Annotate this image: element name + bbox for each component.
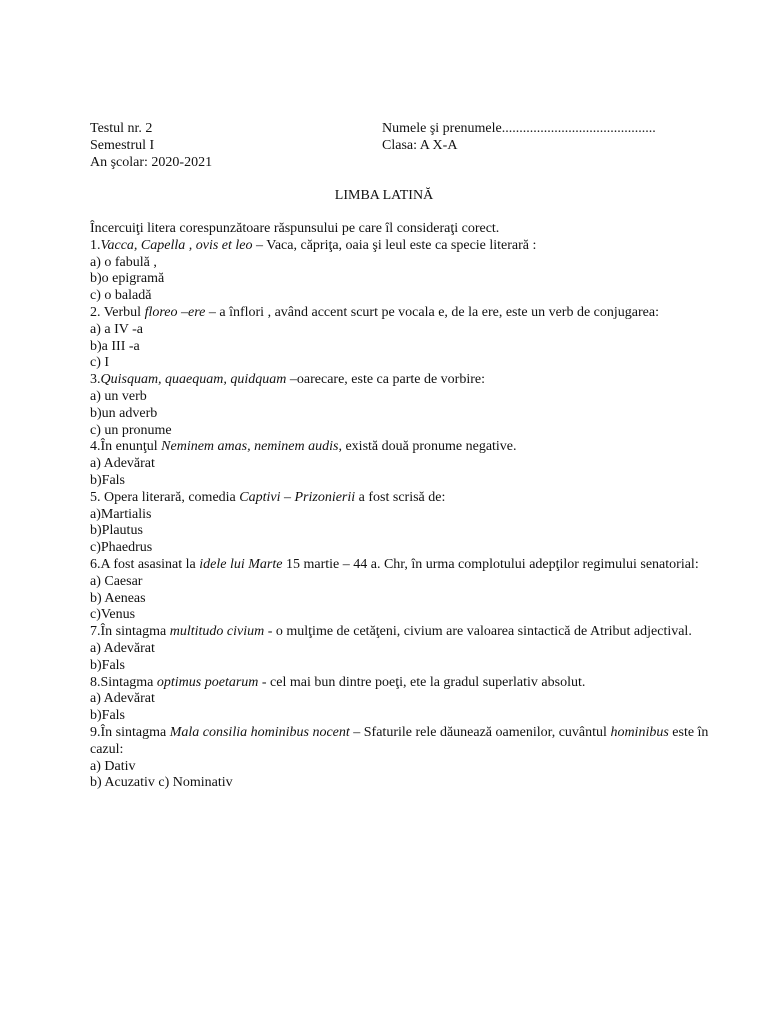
question-segment: a fost scrisă de: xyxy=(355,489,446,505)
answer-option[interactable]: c) un pronume xyxy=(90,422,172,438)
question-item xyxy=(90,557,710,624)
answer-option[interactable]: b)un adverb xyxy=(90,405,158,421)
question-segment: – Vaca, căpriţa, oaia şi leul este ca specie literară : xyxy=(252,237,537,253)
test-header xyxy=(90,121,730,172)
question-segment: 4.În enunţul xyxy=(90,439,162,455)
question-text xyxy=(90,372,710,389)
test-number: Testul nr. 2 xyxy=(90,121,153,136)
question-segment: este în cazul: xyxy=(90,724,709,757)
latin-phrase: Neminem amas, neminem audis xyxy=(161,439,339,455)
answer-option[interactable]: b)Fals xyxy=(90,708,125,724)
class-field: Clasa: A X-A xyxy=(382,138,458,153)
question-segment: 5. Opera literară, comedia xyxy=(90,489,240,505)
question-text xyxy=(90,725,710,759)
question-segment: 1. xyxy=(90,237,101,253)
question-item xyxy=(90,675,710,725)
document-title: LIMBA LATINĂ xyxy=(334,188,434,203)
latin-phrase: floreo –ere xyxy=(144,304,206,320)
question-segment: –oarecare, este ca parte de vorbire: xyxy=(286,372,485,388)
answer-option[interactable]: a) Dativ xyxy=(90,758,136,774)
answer-option[interactable]: a)Martialis xyxy=(90,506,152,522)
answer-option[interactable]: a) Adevărat xyxy=(90,640,155,656)
answer-option[interactable]: c) o baladă xyxy=(90,288,152,304)
question-text xyxy=(90,439,710,456)
question-item xyxy=(90,725,710,792)
question-text xyxy=(90,490,710,507)
question-segment: - o mulţime de cetăţeni, civium are valoarea sintactică de Atribut adjectival. xyxy=(264,624,692,640)
question-text xyxy=(90,238,710,255)
question-segment: 8.Sintagma xyxy=(90,674,157,690)
question-segment: - cel mai bun dintre poeţi, ete la gradul superlativ absolut. xyxy=(258,674,586,690)
question-text xyxy=(90,624,710,641)
school-year: An şcolar: 2020-2021 xyxy=(90,155,213,170)
answer-option[interactable]: a) Adevărat xyxy=(90,456,155,472)
latin-phrase: optimus poetarum xyxy=(156,674,259,690)
answer-option[interactable]: b)a III -a xyxy=(90,338,140,354)
question-segment: , există două pronume negative. xyxy=(338,439,517,455)
answer-option[interactable]: a) Adevărat xyxy=(90,691,155,707)
question-item xyxy=(90,238,710,305)
latin-phrase: Captivi – Prizonierii xyxy=(239,489,356,505)
question-item xyxy=(90,305,710,372)
question-item xyxy=(90,624,710,674)
question-item xyxy=(90,490,710,557)
latin-phrase: multitudo civium xyxy=(169,624,265,640)
question-text xyxy=(90,557,710,574)
latin-phrase: Quisquam, quaequam, quidquam xyxy=(100,372,287,388)
question-segment: 2. Verbul xyxy=(90,304,145,320)
question-segment: 7.În sintagma xyxy=(90,624,170,640)
latin-phrase: Mala consilia hominibus nocent xyxy=(169,724,350,740)
question-list xyxy=(90,221,710,792)
answer-option[interactable]: a) a IV -a xyxy=(90,321,143,337)
latin-phrase: hominibus xyxy=(610,724,669,740)
question-segment: 9.În sintagma xyxy=(90,724,170,740)
student-name-field: Numele şi prenumele............................................ xyxy=(382,121,656,136)
answer-option[interactable]: b)Plautus xyxy=(90,523,143,539)
latin-phrase: idele lui Marte xyxy=(199,556,283,572)
question-segment: 3. xyxy=(90,372,101,388)
answer-option[interactable]: b)Fals xyxy=(90,472,125,488)
answer-option[interactable]: b)Fals xyxy=(90,657,125,673)
question-text xyxy=(90,675,710,692)
answer-option[interactable]: b)o epigramă xyxy=(90,271,165,287)
latin-phrase: Vacca, Capella , ovis et leo xyxy=(100,237,253,253)
answer-option[interactable]: a) o fabulă , xyxy=(90,254,157,270)
question-segment: – Sfaturile rele dăunează oamenilor, cuvântul xyxy=(349,724,611,740)
question-item xyxy=(90,372,710,439)
question-segment: – a înflori , având accent scurt pe vocala e, de la ere, este un verb de conjugarea: xyxy=(205,304,659,320)
answer-option[interactable]: b) Aeneas xyxy=(90,590,146,606)
answer-option[interactable]: c) I xyxy=(90,355,110,371)
question-text xyxy=(90,305,710,322)
question-segment: 6.A fost asasinat la xyxy=(90,556,200,572)
question-item xyxy=(90,439,710,489)
answer-option[interactable]: c)Phaedrus xyxy=(90,540,153,556)
answer-option[interactable]: a) Caesar xyxy=(90,573,143,589)
question-segment: 15 martie – 44 a. Chr, în urma complotului adepţilor regimului senatorial: xyxy=(282,556,699,572)
instruction: Încercuiţi litera corespunzătoare răspunsului pe care îl consideraţi corect. xyxy=(90,221,500,236)
semester: Semestrul I xyxy=(90,138,155,153)
answer-option[interactable]: c)Venus xyxy=(90,607,136,623)
answer-option[interactable]: a) un verb xyxy=(90,388,147,404)
answer-option[interactable]: b) Acuzativ c) Nominativ xyxy=(90,775,233,791)
